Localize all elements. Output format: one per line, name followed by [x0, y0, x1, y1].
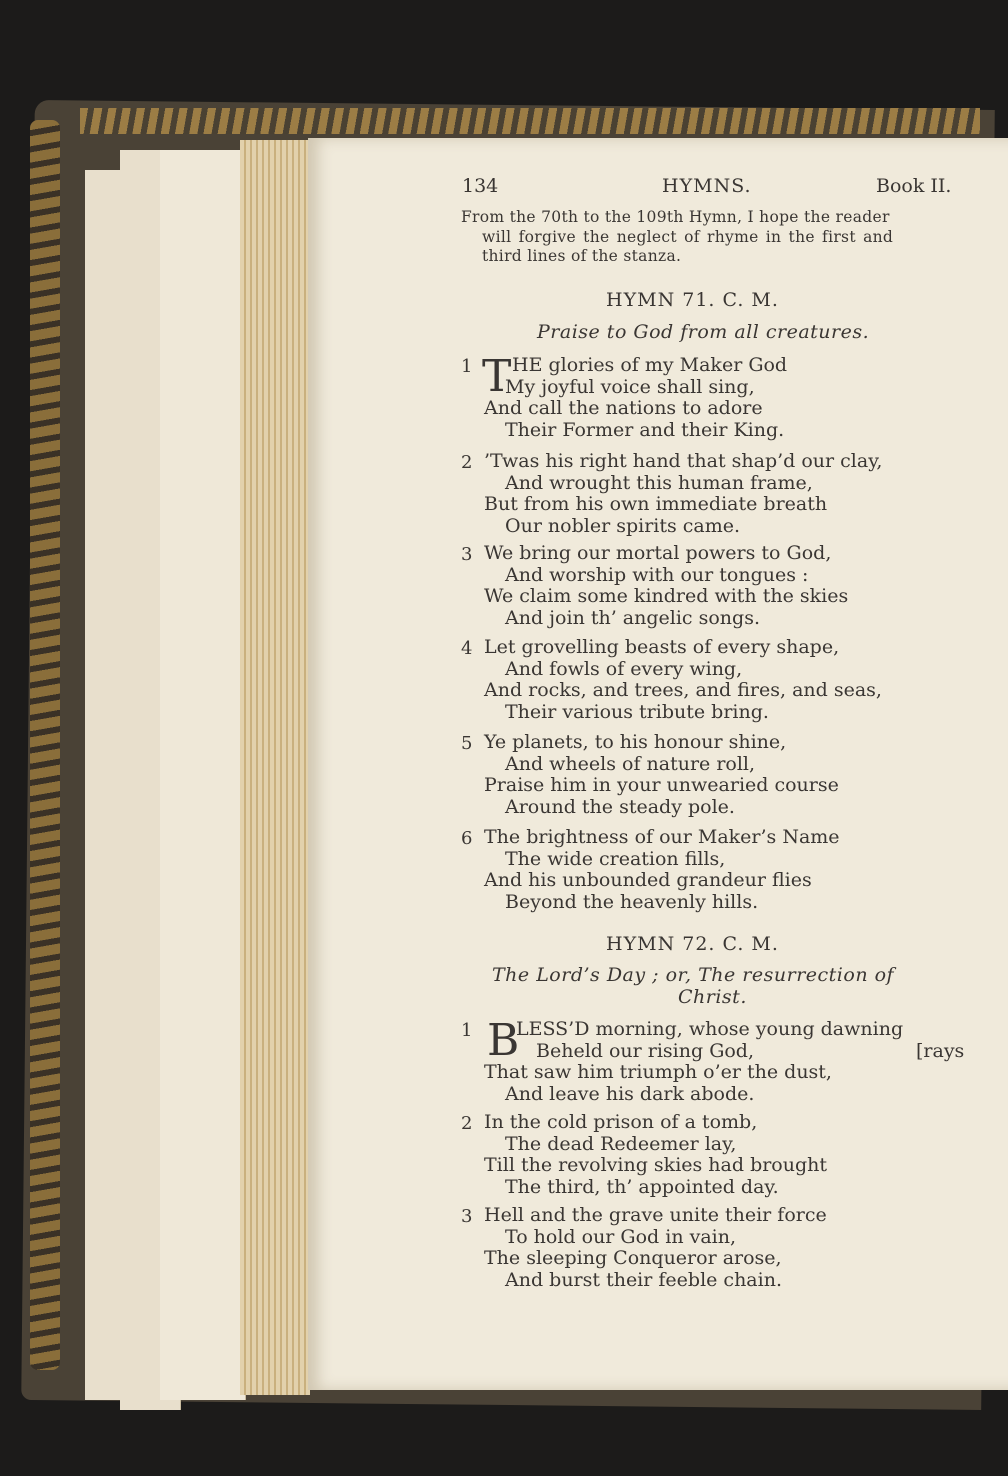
verse-line: The brightness of our Maker’s Name [484, 826, 840, 848]
hymn-subtitle: The Lord’s Day ; or, The resurrection of [492, 964, 895, 986]
verse-line: But from his own immediate breath [484, 493, 828, 515]
verse-number: 5 [461, 733, 473, 754]
verse-line: And leave his dark abode. [505, 1082, 755, 1105]
hymn-title: HYMN 71. C. M. [606, 289, 779, 311]
hymn-subtitle: Praise to God from all creatures. [537, 321, 870, 343]
verse-line: ’Twas his right hand that shap’d our clay, [484, 450, 883, 472]
intro-line: will forgive the neglect of rhyme in the first and [482, 228, 894, 246]
verse-line: And join th’ angelic songs. [505, 606, 760, 629]
verse-line: And his unbounded grandeur flies [484, 869, 812, 891]
hymn-subtitle: Christ. [678, 986, 747, 1008]
verse-line: And burst their feeble chain. [505, 1268, 782, 1291]
verse-line: In the cold prison of a tomb, [484, 1111, 758, 1133]
verse-line: My joyful voice shall sing, [505, 375, 755, 398]
verse-line: Their Former and their King. [505, 418, 785, 441]
verse-line: LESS’D morning, whose young dawning [516, 1018, 904, 1040]
verse-line: Beheld our rising God, [536, 1039, 755, 1062]
intro-line: From the 70th to the 109th Hymn, I hope the reader [461, 208, 890, 226]
page-number: 134 [462, 175, 499, 197]
verse-line: The third, th’ appointed day. [505, 1175, 779, 1198]
verse-line: Till the revolving skies had brought [484, 1154, 828, 1176]
page-edges [240, 140, 310, 1395]
verse-line: And wrought this human frame, [505, 471, 813, 494]
verse-number: 2 [461, 452, 473, 473]
verse-line: To hold our God in vain, [505, 1225, 737, 1248]
verse-line: The wide creation fills, [505, 847, 726, 870]
drop-cap: B [487, 1015, 520, 1066]
verse-number: 1 [461, 356, 473, 377]
gilt-spine-edge [30, 120, 60, 1370]
verse-line: Hell and the grave unite their force [484, 1204, 827, 1226]
verse-line: And fowls of every wing, [505, 657, 743, 680]
verse-line: Beyond the heavenly hills. [505, 890, 759, 913]
verse-line: Their various tribute bring. [505, 700, 769, 723]
verse-line: We claim some kindred with the skies [484, 585, 849, 607]
verse-line: We bring our mortal powers to God, [484, 542, 832, 564]
verse-number: 3 [461, 1206, 473, 1227]
verse-line: And rocks, and trees, and fires, and seas, [484, 679, 882, 701]
verse-line: And worship with our tongues : [505, 563, 809, 586]
verse-number: 2 [461, 1113, 473, 1134]
verse-line: The sleeping Conqueror arose, [484, 1247, 782, 1269]
verse-line: Our nobler spirits came. [505, 514, 741, 537]
verse-line: That saw him triumph o’er the dust, [484, 1061, 832, 1083]
running-title: HYMNS. [662, 175, 752, 197]
verse-line: The dead Redeemer lay, [505, 1132, 737, 1155]
verse-line: Ye planets, to his honour shine, [484, 731, 787, 753]
runover-word: [rays [916, 1039, 965, 1062]
verse-line: And call the nations to adore [484, 397, 763, 419]
verse-line: And wheels of nature roll, [505, 752, 756, 775]
verse-line: Around the steady pole. [505, 795, 735, 818]
verse-number: 4 [461, 638, 473, 659]
intro-line: third lines of the stanza. [482, 247, 682, 265]
verse-number: 3 [461, 544, 473, 565]
gilt-top-edge [80, 108, 980, 134]
verse-line: Praise him in your unwearied course [484, 774, 839, 796]
verse-line: Let grovelling beasts of every shape, [484, 636, 840, 658]
verse-number: 1 [461, 1020, 473, 1041]
hymn-title: HYMN 72. C. M. [606, 933, 779, 955]
verse-number: 6 [461, 828, 473, 849]
verse-line: HE glories of my Maker God [512, 354, 788, 376]
page-leaf [160, 150, 246, 1400]
book-label: Book II. [876, 175, 952, 197]
drop-cap: T [482, 351, 512, 402]
